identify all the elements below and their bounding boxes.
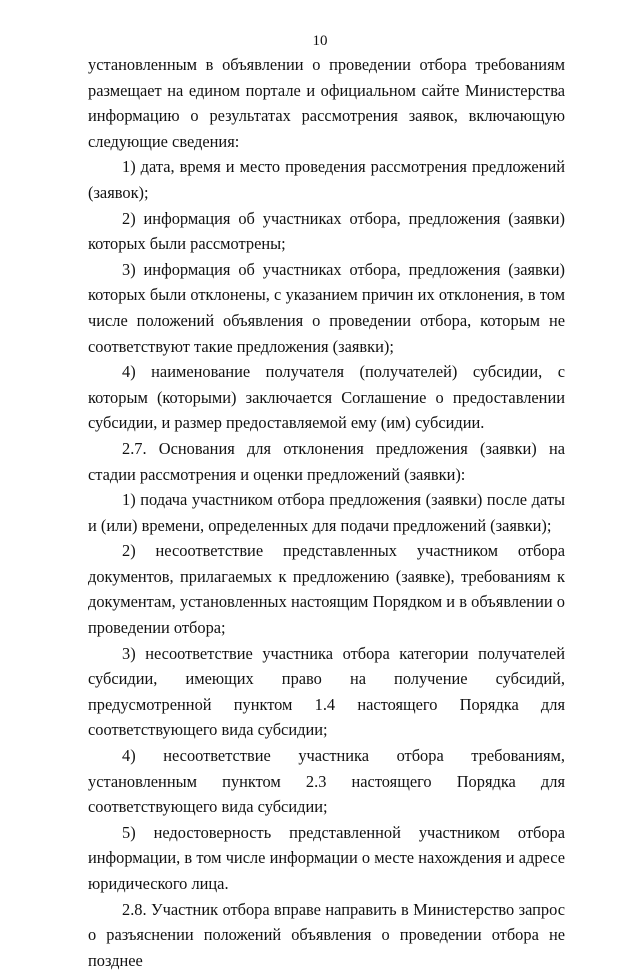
list-item-4: 4) наименование получателя (получателей) субсидии, с которым (которыми) заключается Соглашение о предоставлении субсидии, и размер предоставляемой ему (им) субсидии. [88, 362, 565, 433]
list-item-3: 3) информация об участниках отбора, предложения (заявки) которых были отклонены, с указанием причин их отклонения, в том числе положений объявления о проведении отбора, которым не соответствуют такие предложения (заявки); [88, 259, 565, 356]
rejection-reason-4: 4) несоответствие участника отбора требованиям, установленным пунктом 2.3 настоящего Порядка для соответствующего вида субсидии; [88, 746, 565, 817]
rejection-reason-3: 3) несоответствие участника отбора категории получателей субсидии, имеющих право на получение субсидий, предусмотренной пунктом 1.4 настоящего Порядка для соответствующего вида субсидии; [88, 643, 565, 740]
document-body [88, 52, 565, 973]
list-item-1: 1) дата, время и место проведения рассмотрения предложений (заявок); [88, 157, 565, 202]
list-item-2: 2) информация об участниках отбора, предложения (заявки) которых были рассмотрены; [88, 208, 565, 254]
paragraph-continuation: установленным в объявлении о проведении отбора требованиям размещает на едином портале и официальном сайте Министерства информацию о результатах рассмотрения заявок, включающую следующие сведения: [88, 55, 565, 151]
rejection-reason-2: 2) несоответствие представленных участником отбора документов, прилагаемых к предложению (заявке), требованиям к документам, установленных настоящим Порядком и в объявлении о проведении отбора; [88, 541, 565, 638]
rejection-reason-1: 1) подача участником отбора предложения (заявки) после даты и (или) времени, определенных для подачи предложений (заявки); [88, 490, 565, 535]
page-number: 10 [312, 33, 328, 49]
rejection-reason-5: 5) недостоверность представленной участником отбора информации, в том числе информации о месте нахождения и адресе юридического лица. [88, 822, 565, 893]
section-2-8-paragraph: 2.8. Участник отбора вправе направить в Министерство запрос о разъяснении положений объявления о проведении отбора не позднее [88, 899, 565, 970]
section-2-7-heading: 2.7. Основания для отклонения предложения (заявки) на стадии рассмотрения и оценки предложений (заявки): [88, 438, 565, 484]
